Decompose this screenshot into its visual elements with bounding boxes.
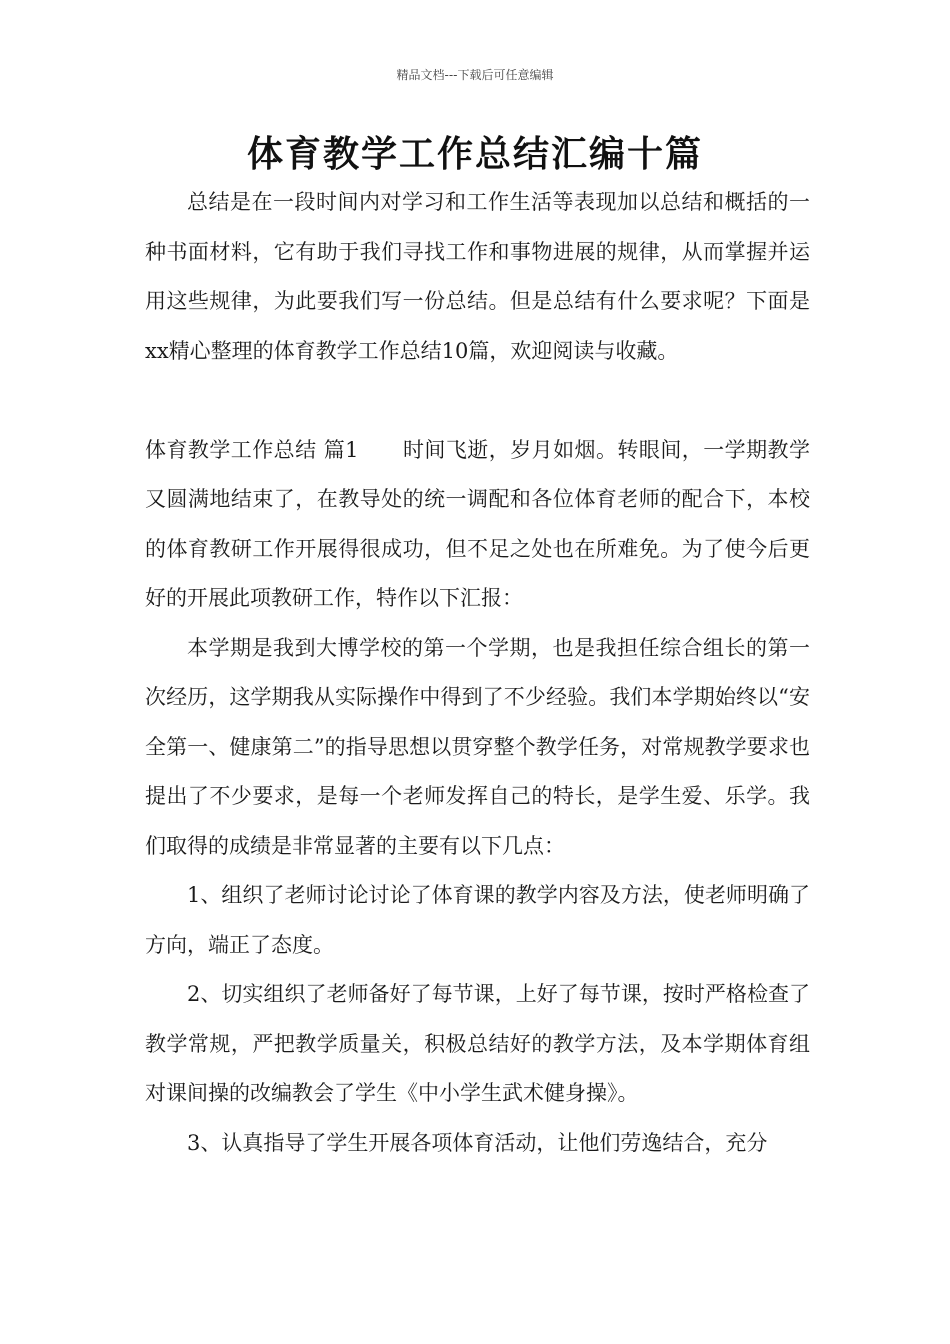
document-body — [145, 178, 810, 1168]
paragraph-spacer — [145, 376, 810, 426]
intro-paragraph: 总结是在一段时间内对学习和工作生活等表现加以总结和概括的一种书面材料，它有助于我们寻找工作和事物进展的规律，从而掌握并运用这些规律，为此要我们写一份总结。但是总结有什么要求呢？下面是xx精心整理的体育教学工作总结10篇，欢迎阅读与收藏。 — [145, 190, 810, 363]
list-item-1: 1、组织了老师讨论讨论了体育课的教学内容及方法，使老师明确了方向，端正了态度。 — [145, 883, 810, 957]
list-item-2: 2、切实组织了老师备好了每节课，上好了每节课，按时严格检查了教学常规，严把教学质量关，积极总结好的教学方法，及本学期体育组对课间操的改编教会了学生《中小学生武术健身操》。 — [145, 982, 810, 1105]
list-item-3: 3、认真指导了学生开展各项体育活动，让他们劳逸结合，充分 — [187, 1130, 768, 1155]
document-title: 体育教学工作总结汇编十篇 — [246, 133, 703, 175]
section-lead-text: 时间飞逝，岁月如烟。转眼间，一学期教学又圆满地结束了，在教导处的统一调配和各位体育老师的配合下，本校的体育教研工作开展得很成功，但不足之处也在所难免。为了使今后更好的开展此项教研工作，特作以下汇报： — [145, 437, 811, 610]
body-paragraph: 本学期是我到大博学校的第一个学期，也是我担任综合组长的第一次经历，这学期我从实际操作中得到了不少经验。我们本学期始终以“安全第一、健康第二”的指导思想以贯穿整个教学任务，对常规教学要求也提出了不少要求，是每一个老师发挥自己的特长，是学生爱、乐学。我们取得的成绩是非常显著的主要有以下几点： — [145, 635, 810, 858]
header-note: 精品文档---下载后可任意编辑 — [396, 68, 554, 82]
section-heading: 体育教学工作总结 篇1 — [145, 437, 359, 462]
section-1-paragraph — [145, 426, 810, 624]
